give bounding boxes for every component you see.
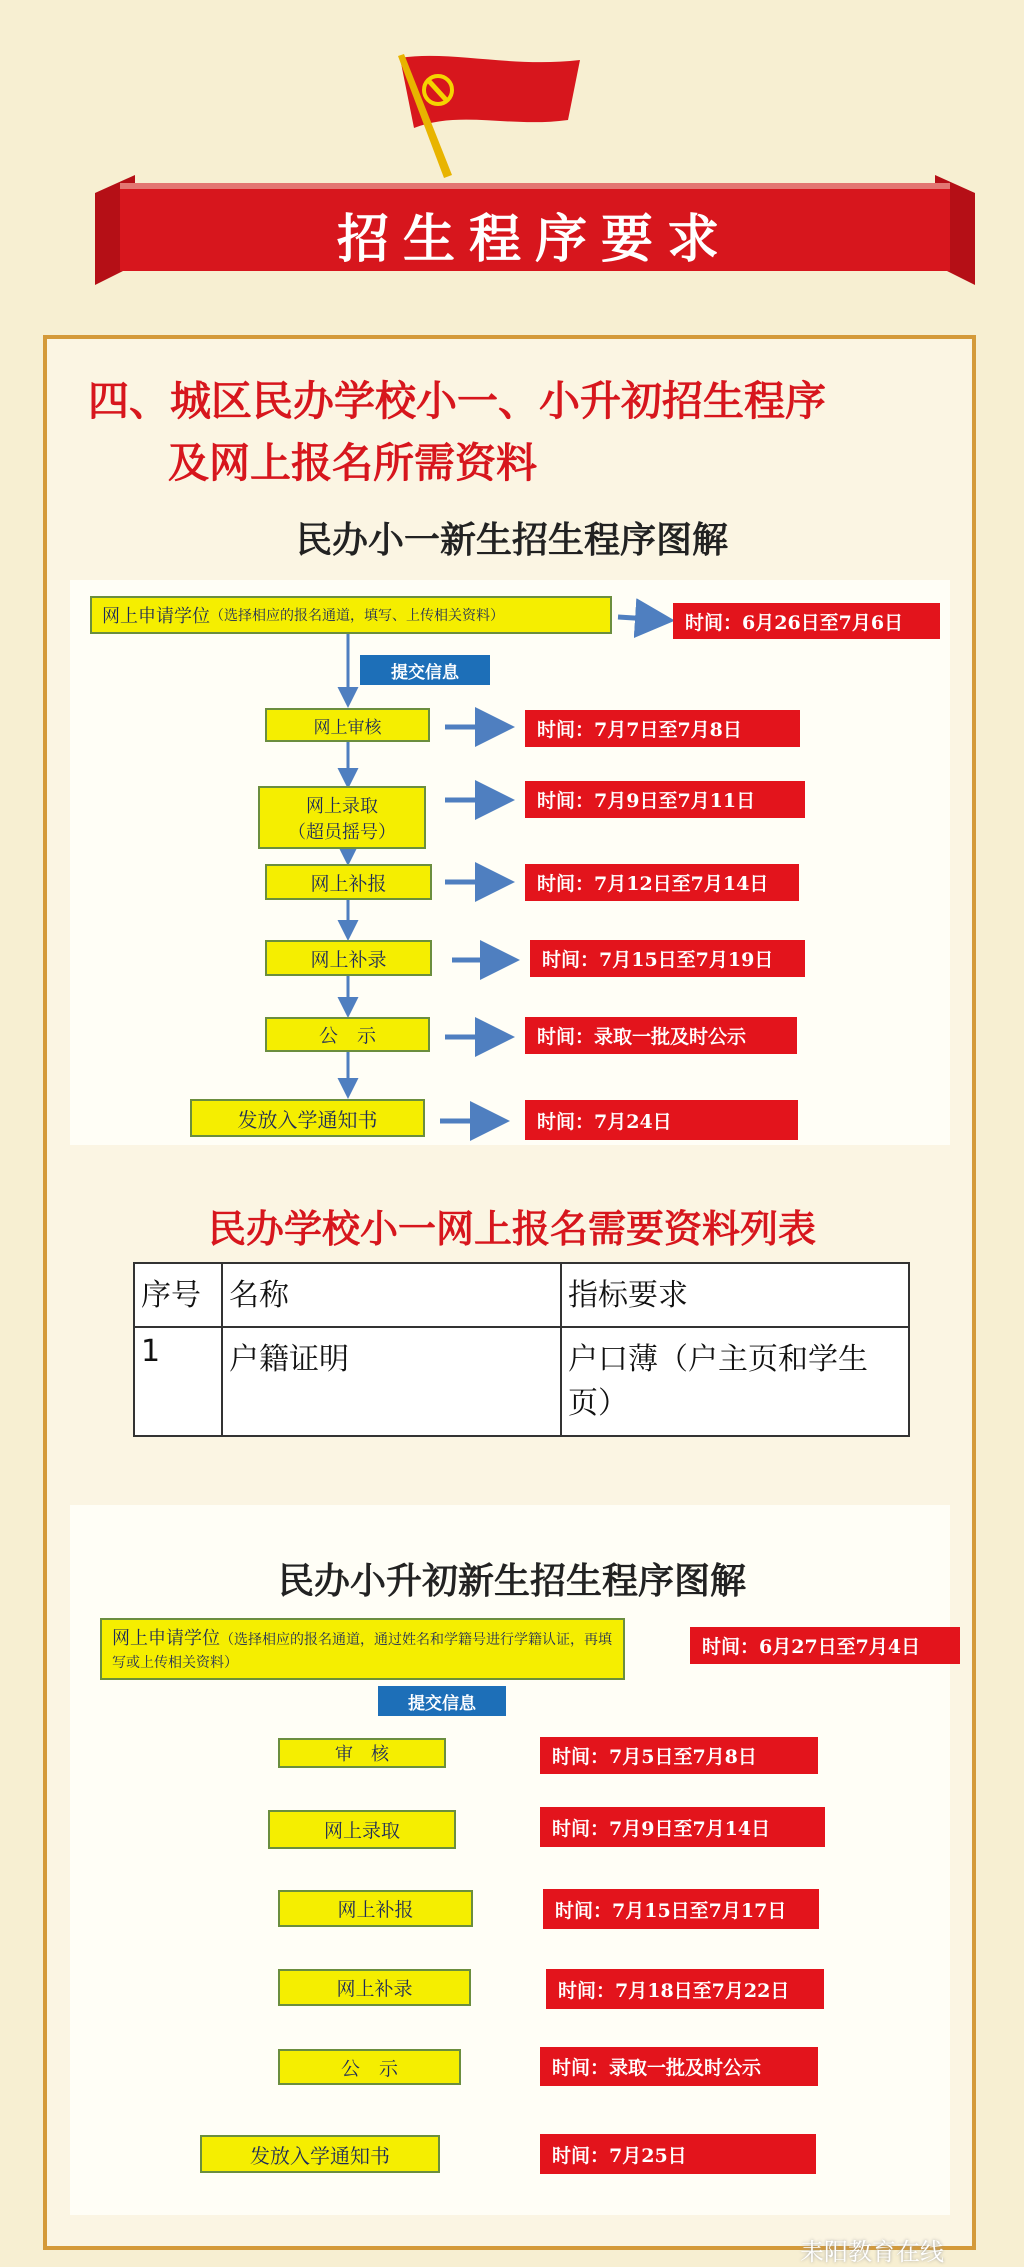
- flow2-step-label: 网上申请学位: [112, 1628, 220, 1649]
- flow1-step-notice: 发放入学通知书: [190, 1099, 425, 1137]
- flow2-diagram: [70, 1505, 950, 2215]
- flow2-step-supplement-apply: 网上补报: [278, 1890, 473, 1927]
- table-cell: 户籍证明: [222, 1327, 561, 1436]
- flow2-step-notice: 发放入学通知书: [200, 2135, 440, 2173]
- section-heading-line2: 及网上报名所需资料: [168, 439, 537, 487]
- flow2-step-apply: [100, 1618, 625, 1680]
- flow2-time-4: 时间：7月18日至7月22日: [546, 1969, 824, 2009]
- flow2-step-publicity: 公 示: [278, 2049, 461, 2085]
- table-row: [134, 1327, 909, 1436]
- flow2-time-0: 时间：6月27日至7月4日: [690, 1627, 960, 1664]
- flow2-time-6: 时间：7月25日: [540, 2134, 816, 2174]
- banner-title: 招生程序要求: [336, 210, 733, 270]
- flow1-time-0: 时间：6月26日至7月6日: [673, 603, 940, 639]
- table-header-cell: 名称: [222, 1263, 561, 1327]
- flow1-step-label: 网上录取: [306, 795, 378, 817]
- flow1-submit-label: 提交信息: [360, 655, 490, 685]
- flow1-time-2: 时间：7月9日至7月11日: [525, 781, 805, 818]
- flow2-time-5: 时间：录取一批及时公示: [540, 2047, 818, 2086]
- flow1-time-5: 时间：录取一批及时公示: [525, 1017, 797, 1054]
- table-header-row: [134, 1263, 909, 1327]
- flow2-step-supplement-admit: 网上补录: [278, 1969, 471, 2006]
- flow2-step-note: （选择相应的报名通道，通过姓名和学籍号进行学籍认证，再填写或上传相关资料）: [112, 1632, 612, 1671]
- flow1-time-3: 时间：7月12日至7月14日: [525, 864, 799, 901]
- table-header-cell: 指标要求: [561, 1263, 909, 1327]
- watermark-text: 耒阳教育在线: [800, 2238, 944, 2266]
- flow1-step-note: （超员摇号）: [288, 821, 396, 843]
- flow1-time-4: 时间：7月15日至7月19日: [530, 940, 805, 977]
- flow2-time-3: 时间：7月15日至7月17日: [543, 1889, 819, 1929]
- table-cell: 户口薄（户主页和学生页）: [561, 1327, 909, 1436]
- flow1-title: 民办小一新生招生程序图解: [295, 520, 728, 561]
- flow1-step-review: 网上审核: [265, 708, 430, 742]
- table-cell: 1: [134, 1327, 222, 1436]
- flow2-title: 民办小升初新生招生程序图解: [277, 1561, 746, 1602]
- flow1-time-6: 时间：7月24日: [525, 1100, 798, 1140]
- section-heading-line1: 四、城区民办学校小一、小升初招生程序: [88, 377, 826, 425]
- flow1-step-publicity: 公 示: [265, 1017, 430, 1052]
- flow2-time-1: 时间：7月5日至7月8日: [540, 1737, 818, 1774]
- requirements-table: [133, 1262, 910, 1437]
- flow2-step-admit: 网上录取: [268, 1810, 456, 1849]
- table-header-cell: 序号: [134, 1263, 222, 1327]
- flow2-step-review: 审 核: [278, 1738, 446, 1768]
- flow1-step-admit: [258, 786, 426, 849]
- flow1-step-label: 网上申请学位: [102, 606, 210, 627]
- flow1-step-supplement-admit: 网上补录: [265, 940, 432, 976]
- flow1-step-supplement-apply: 网上补报: [265, 864, 432, 900]
- flow1-step-apply: [90, 596, 612, 634]
- flow2-time-2: 时间：7月9日至7月14日: [540, 1807, 825, 1847]
- flow2-submit-label: 提交信息: [378, 1686, 506, 1716]
- flow1-time-1: 时间：7月7日至7月8日: [525, 710, 800, 747]
- flow1-step-note: （选择相应的报名通道，填写、上传相关资料）: [210, 608, 504, 624]
- table-title: 民办学校小一网上报名需要资料列表: [207, 1207, 816, 1251]
